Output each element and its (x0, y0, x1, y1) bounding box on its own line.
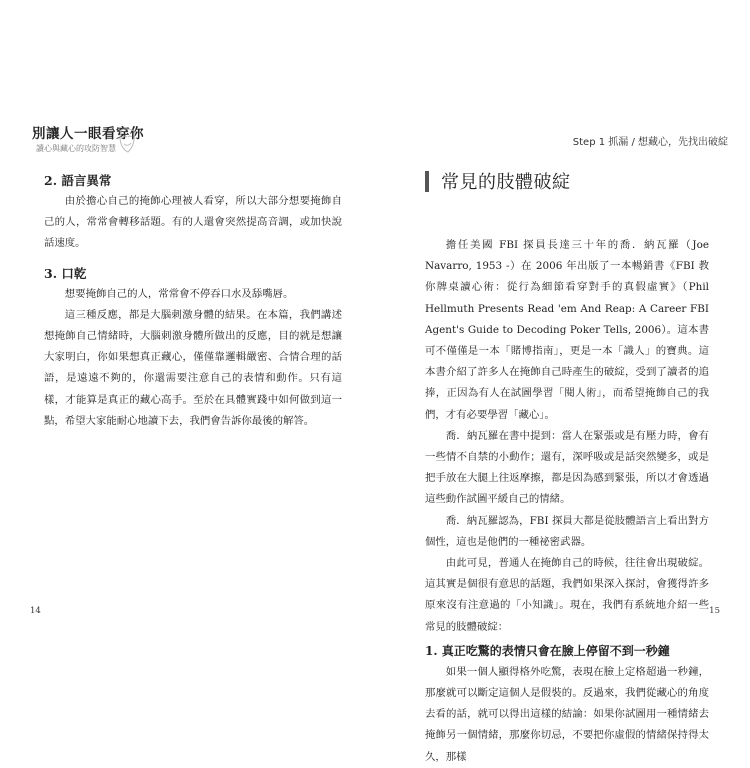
section-body-language: 由於擔心自己的掩飾心理被人看穿，所以大部分想要掩飾自己的人，常常會轉移話題。有的人還會突然提高音調，或加快說話速度。 (44, 195, 342, 250)
right-page (375, 0, 750, 763)
paragraph-common-tells-intro: 由此可見，普通人在掩飾自己的時候，往往會出現破綻。這其實是個很有意思的話題，我們如果深入探討，會獲得許多原來沒有注意過的「小知識」。現在，我們有系統地介紹一些常見的肢體破綻： (425, 557, 709, 633)
chapter-heading (425, 168, 571, 194)
paragraph-nervous-actions: 喬．納瓦羅在書中提到：當人在緊張或是有壓力時，會有一些情不自禁的小動作；還有，深呼吸或是話突然變多，或是把手放在大腿上往返摩擦，都是因為感到緊張，所以才會透過這些動作試圖平緩自己的情緒。 (425, 429, 709, 506)
theater-mask-icon (118, 128, 136, 154)
running-head: Step 1 抓漏 / 想藏心，先找出破綻 (572, 137, 728, 148)
paragraph-navarro-book: 擔任美國 FBI 探員長達三十年的喬．納瓦羅（Joe Navarro, 1953 -）在 2006 年出版了一本暢銷書《FBI 教你牌桌讀心術：從行為細節看穿對手的真假虛實》（Phil Hellmuth Presents Read 'em And Reap: A Career FBI Agent's Guide to Decoding Poker Tells, 2006）。這本書可不僅僅是一本「賭博指南」，更是一本「識人」的寶典。這本書介紹了許多人在掩飾自己時產生的破綻，受到了讀者的追捧，正因為有人在試圖學習「閱人術」，而希望掩飾自己的我們，才有必要學習「藏心」。 (425, 239, 709, 421)
section-heading-dry-mouth: 3. 口乾 (44, 265, 87, 281)
section-body-surprise: 如果一個人顯得格外吃驚，表現在臉上定格超過一秒鐘，那麼就可以斷定這個人是假裝的。反過來，我們從藏心的角度去看的話，就可以得出這樣的結論：如果你試圖用一種情緒去掩飾另一個情緒，那麼你切忌，不要把你虛假的情緒保持得太久，那樣 (425, 665, 709, 763)
paragraph-fbi-body-language: 喬．納瓦羅認為，FBI 探員大都是從肢體語言上看出對方個性，這也是他們的一種祕密武器。 (425, 514, 709, 548)
section-heading-language: 2. 語言異常 (44, 173, 112, 188)
book-header (32, 122, 144, 154)
section-heading-surprise: 1. 真正吃驚的表情只會在臉上停留不到一秒鐘 (425, 643, 670, 658)
left-page (0, 0, 375, 750)
left-page-body (44, 160, 342, 432)
section-body-summary: 這三種反應，都是大腦刺激身體的結果。在本篇，我們講述想掩飾自己情緒時，大腦刺激身體所做出的反應，目的就是想讓大家明白，你如果想真正藏心，僅僅靠邏輯嚴密、合情合理的話語，是遠遠不夠的，你還需要注意自己的表情和動作。只有這樣，才能算是真正的藏心高手。至於在具體實踐中如何做到這一點，希望大家能耐心地讀下去，我們會告訴你最後的解答。 (44, 308, 342, 427)
page-number-right: 15 (709, 606, 720, 616)
book-title: 別讓人一眼看穿你 (32, 126, 144, 142)
chapter-heading-bar (425, 171, 429, 192)
right-page-body (425, 235, 709, 768)
section-body-dry-mouth: 想要掩飾自己的人，常常會不停吞口水及舔嘴唇。 (64, 287, 294, 300)
chapter-title: 常見的肢體破綻 (441, 172, 571, 193)
book-subtitle: 讀心與藏心的攻防智慧 (36, 144, 116, 153)
page-number-left: 14 (30, 606, 41, 616)
